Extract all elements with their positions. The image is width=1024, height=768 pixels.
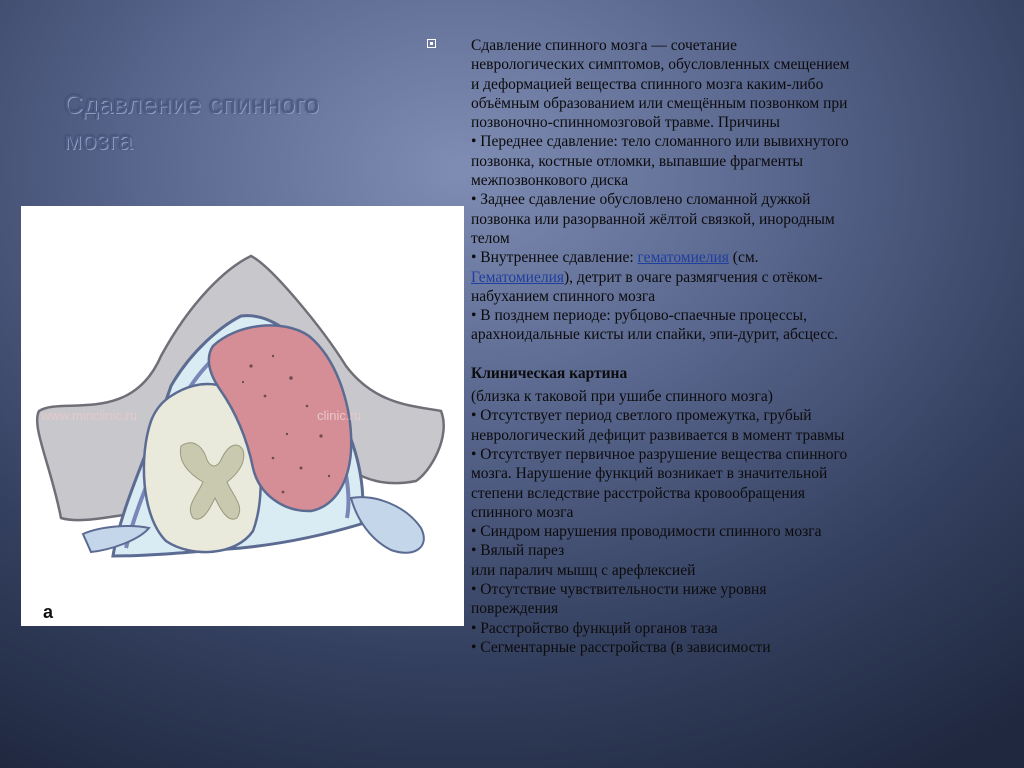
text-line: • Отсутствует первичное разрушение вещества спинного bbox=[471, 445, 848, 463]
text-line: неврологический дефицит развивается в момент травмы bbox=[471, 426, 845, 444]
paragraph-1 bbox=[471, 36, 971, 345]
text-line: (близка к таковой при ушибе спинного мозга) bbox=[471, 388, 773, 406]
text-line: • В позднем периоде: рубцово-спаечные процессы, bbox=[471, 307, 807, 325]
paragraph-3 bbox=[471, 387, 971, 657]
text-line: мозга. Нарушение функций возникает в значительной bbox=[471, 465, 828, 483]
internal-mid: (см. bbox=[728, 249, 759, 267]
text-line: спинного мозга bbox=[471, 503, 574, 521]
text-line: • Расстройство функций органов таза bbox=[471, 619, 718, 637]
text-line: или паралич мышц с арефлексией bbox=[471, 561, 696, 579]
hematomyelia-ref-link[interactable]: Гематомиелия bbox=[471, 268, 565, 286]
text-line: степени вследствие расстройства кровообращения bbox=[471, 484, 806, 502]
illustration-svg bbox=[21, 206, 464, 626]
text-line: • Отсутствие чувствительности ниже уровня bbox=[471, 581, 767, 599]
text-line: • Синдром нарушения проводимости спинного мозга bbox=[471, 523, 822, 541]
text-line: • Переднее сдавление: тело сломанного или вывихнутого bbox=[471, 133, 849, 151]
content-text bbox=[471, 36, 971, 657]
paragraph-gap bbox=[471, 345, 971, 364]
text-line: позвонка, костные отломки, выпавшие фрагменты bbox=[471, 152, 804, 170]
figure-label: а bbox=[43, 602, 54, 622]
spinal-cord-compression-illustration bbox=[21, 206, 464, 626]
watermark-right: clinic.ru bbox=[317, 408, 362, 423]
text-line: повреждения bbox=[471, 600, 559, 618]
internal-compression-line bbox=[471, 248, 971, 267]
watermark-left: www.minclinic.ru bbox=[41, 408, 138, 423]
hematomyelia-link[interactable]: гематомиелия bbox=[637, 249, 729, 267]
text-line: неврологических симптомов, обусловленных смещением bbox=[471, 56, 850, 74]
text-line: позвонка или разорванной жёлтой связкой, инородным bbox=[471, 210, 835, 228]
internal-prefix: • Внутреннее сдавление: bbox=[471, 249, 638, 267]
text-line: объёмным образованием или смещённым позвонком при bbox=[471, 94, 848, 112]
text-line: Сдавление спинного мозга — сочетание bbox=[471, 37, 737, 54]
internal-compression-line-2 bbox=[471, 268, 971, 287]
text-line: и деформацией вещества спинного мозга каким-либо bbox=[471, 75, 824, 93]
text-line: • Вялый парез bbox=[471, 542, 565, 560]
clinical-heading: Клиническая картина bbox=[471, 364, 628, 382]
bullet-marker-icon bbox=[427, 39, 436, 48]
text-line: • Заднее сдавление обусловлено сломанной дужкой bbox=[471, 191, 811, 209]
internal-suffix: ), детрит в очаге размягчения с отёком- bbox=[564, 268, 823, 286]
text-line: межпозвонкового диска bbox=[471, 172, 629, 190]
text-line: • Сегментарные расстройства (в зависимости bbox=[471, 638, 771, 656]
slide-title: Сдавление спинного мозга bbox=[64, 89, 320, 155]
text-line: телом bbox=[471, 229, 510, 247]
text-line: арахноидальные кисты или спайки, эпи-дурит, абсцесс. bbox=[471, 326, 838, 344]
text-line: набуханием спинного мозга bbox=[471, 287, 656, 305]
text-line: позвоночно-спинномозговой травме. Причины bbox=[471, 114, 780, 132]
text-line: • Отсутствует период светлого промежутка, грубый bbox=[471, 407, 812, 425]
